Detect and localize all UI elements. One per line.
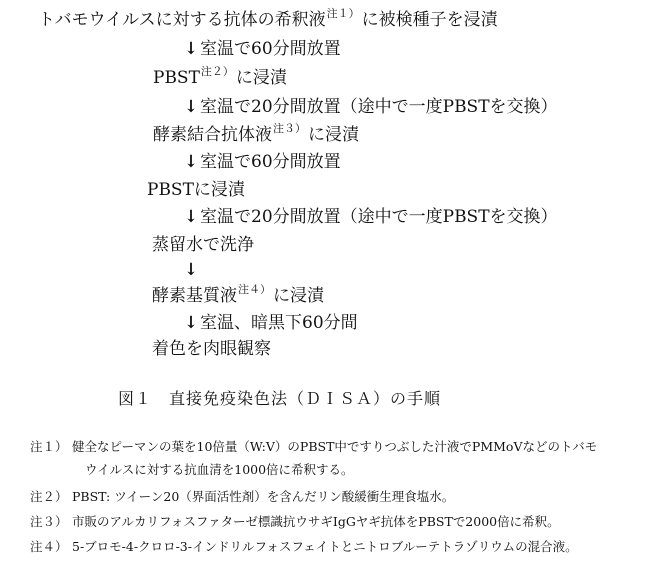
step-1-note-mark: 注１）	[326, 7, 360, 20]
step-1	[38, 9, 498, 33]
step-6	[182, 151, 341, 173]
step-12-text: 室温、暗黒下60分間	[200, 313, 358, 333]
down-arrow-icon: ↓	[183, 207, 199, 227]
step-11-text: 酵素基質液	[152, 286, 237, 306]
step-1-text: トバモウイルスに対する抗体の希釈液	[38, 10, 326, 30]
note-1-continuation: ウイルスに対する抗血清を1000倍に希釈する。	[85, 462, 354, 477]
step-3-after: に浸漬	[235, 68, 287, 88]
note-1	[30, 438, 597, 455]
note-2-text: PBST: ツイーン20（界面活性剤）を含んだリン酸緩衝生理食塩水。	[72, 489, 455, 504]
step-12	[182, 312, 358, 334]
step-13	[152, 338, 271, 360]
note-1-text: 健全なピーマンの葉を10倍量（W:V）のPBST中ですりつぶした汁液でPMMoVなどのトバモ	[72, 439, 598, 454]
step-11-note-mark: 注４）	[238, 283, 271, 296]
step-2-text: 室温で60分間放置	[200, 39, 341, 59]
note-4	[30, 538, 578, 555]
step-13-text: 着色を肉眼観察	[152, 339, 271, 359]
step-5-text: 酵素結合抗体液	[153, 125, 272, 145]
step-3	[153, 67, 287, 91]
step-5	[153, 124, 359, 148]
down-arrow-icon: ↓	[183, 97, 199, 117]
note-3	[30, 513, 560, 530]
step-11	[152, 285, 324, 309]
down-arrow-icon: ↓	[183, 313, 199, 333]
figure-caption: 図１ 直接免疫染色法（ＤＩＳＡ）の手順	[118, 389, 442, 408]
step-1-after: に被検種子を浸漬	[361, 10, 498, 30]
note-1-label: 注１）	[30, 439, 68, 454]
step-8-text: 室温で20分間放置（途中で一度PBSTを交換）	[200, 207, 558, 227]
note-3-text: 市販のアルカリフォスファターゼ標識抗ウサギIgGヤギ抗体をPBSTで2000倍に希釈。	[72, 514, 560, 529]
note-4-label: 注４）	[30, 539, 68, 554]
step-7-text: PBSTに浸漬	[147, 180, 245, 200]
step-10	[182, 259, 200, 281]
note-2-label: 注２）	[30, 489, 68, 504]
step-8	[182, 206, 558, 228]
note-4-text: 5-ブロモ-4-クロロ-3-インドリルフォスフェイトとニトロブルーテトラゾリウムの混合液。	[72, 539, 578, 554]
down-arrow-icon: ↓	[183, 39, 199, 59]
step-6-text: 室温で60分間放置	[200, 152, 341, 172]
step-9	[152, 234, 254, 256]
note-2	[30, 488, 454, 505]
note-3-label: 注３）	[30, 514, 68, 529]
step-4-text: 室温で20分間放置（途中で一度PBSTを交換）	[200, 97, 558, 117]
down-arrow-icon: ↓	[183, 260, 199, 280]
step-4	[182, 96, 558, 118]
step-9-text: 蒸留水で洗浄	[152, 235, 254, 255]
step-7	[147, 179, 245, 201]
step-5-note-mark: 注３）	[273, 122, 306, 135]
step-5-after: に浸漬	[308, 125, 359, 145]
step-3-note-mark: 注２）	[200, 65, 234, 78]
down-arrow-icon: ↓	[183, 152, 199, 172]
step-2	[182, 38, 341, 60]
step-3-text: PBST	[153, 68, 200, 88]
step-11-after: に浸漬	[273, 286, 324, 306]
